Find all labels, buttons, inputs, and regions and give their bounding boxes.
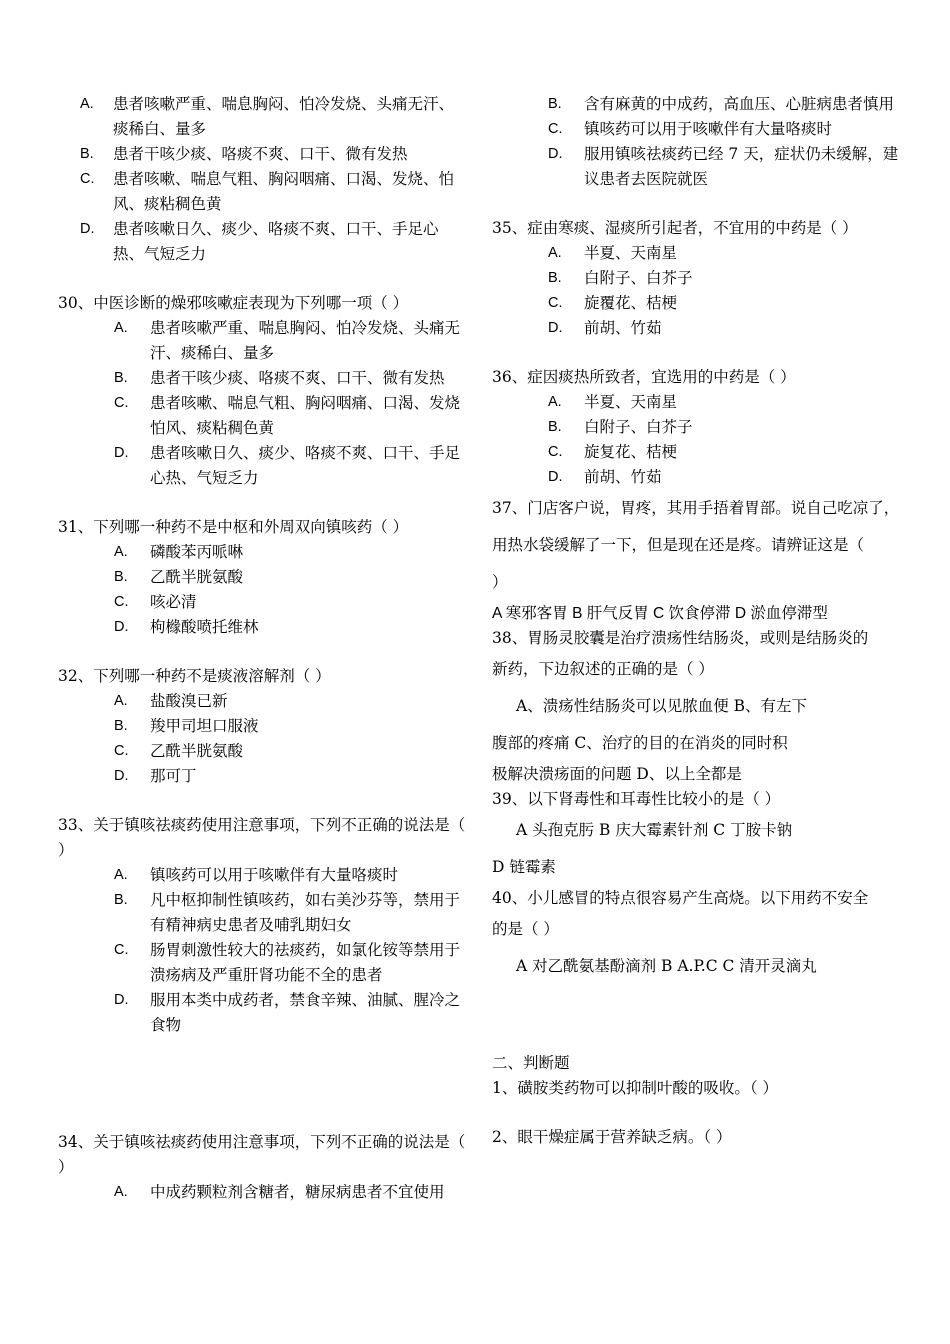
question-38 xyxy=(492,626,902,787)
question-40 xyxy=(492,886,902,985)
question-options-line: A 寒邪客胃 B 肝气反胃 C 饮食停滞 D 淤血停滞型 xyxy=(492,605,828,622)
option-d: D. 服用本类中成药者，禁食辛辣、油腻、腥冷之食物 xyxy=(114,991,461,1034)
question-stem: 34、关于镇咳祛痰药使用注意事项，下列不正确的说法是（ ） xyxy=(58,1133,466,1176)
question-33 xyxy=(58,813,468,1038)
option-d: D. 患者咳嗽日久、痰少、咯痰不爽、口干、手足心热、气短乏力 xyxy=(114,444,461,487)
option-c: C. 旋复花、桔梗 xyxy=(548,443,678,461)
question-stem: 31、下列哪一种药不是中枢和外周双向镇咳药（ ） xyxy=(58,518,409,536)
question-34-continued xyxy=(492,92,902,192)
question-stem-line: 39、以下肾毒性和耳毒性比较小的是（ ） xyxy=(492,790,781,808)
option-b: B. 白附子、白芥子 xyxy=(548,269,693,287)
question-stem-line: 37、门店客户说，胃疼，其用手捂着胃部。说自己吃凉了， xyxy=(492,499,900,517)
option-a: A. 中成药颗粒剂含糖者，糖尿病患者不宜使用 xyxy=(114,1183,445,1201)
question-options-line: 腹部的疼痛 C、治疗的目的在消炎的同时积 xyxy=(492,734,788,752)
option-b: B. 白附子、白芥子 xyxy=(548,418,693,436)
option-c: C. 肠胃刺激性较大的祛痰药，如氯化铵等禁用于溃疡病及严重肝肾功能不全的患者 xyxy=(114,941,461,984)
option-a: A. 磷酸苯丙哌啉 xyxy=(114,543,244,561)
option-d: D. 服用镇咳祛痰药已经 7 天，症状仍未缓解，建议患者去医院就医 xyxy=(548,145,899,188)
section-true-false xyxy=(492,1051,902,1150)
option-a: A. 镇咳药可以用于咳嗽伴有大量咯痰时 xyxy=(114,866,399,884)
option-b: B. 患者干咳少痰、咯痰不爽、口干、微有发热 xyxy=(114,369,445,387)
question-options-line: 极解决溃疡面的问题 D、以上全都是 xyxy=(492,765,742,783)
true-false-item: 2、眼干燥症属于营养缺乏病。（ ） xyxy=(492,1128,732,1146)
option-b: B. 含有麻黄的中成药，高血压、心脏病患者慎用 xyxy=(548,95,895,113)
question-options-line: A 头孢克肟 B 庆大霉素针剂 C 丁胺卡钠 xyxy=(516,821,793,839)
option-d: D. 前胡、竹茹 xyxy=(548,468,662,486)
question-stem-line: 38、胃肠灵胶囊是治疗溃疡性结肠炎，或则是结肠炎的 xyxy=(492,629,869,647)
question-stem-line: 新药，下边叙述的正确的是（ ） xyxy=(492,660,714,678)
option-c: C. 旋覆花、桔梗 xyxy=(548,294,678,312)
option-c: C. 患者咳嗽、喘息气粗、胸闷咽痛、口渴、发烧、怕风、痰粘稠色黄 xyxy=(80,170,455,213)
option-a: A. 盐酸溴已新 xyxy=(114,692,228,710)
question-37 xyxy=(492,490,902,626)
option-d: D. 枸橼酸喷托维林 xyxy=(114,618,259,636)
option-a: A. 患者咳嗽严重、喘息胸闷、怕冷发烧、头痛无汗、痰稀白、量多 xyxy=(80,95,455,138)
option-d: D. 那可丁 xyxy=(114,767,197,785)
option-b: B. 乙酰半胱氨酸 xyxy=(114,568,244,586)
option-a: A. 半夏、天南星 xyxy=(548,244,678,262)
question-stem: 32、下列哪一种药不是痰液溶解剂（ ） xyxy=(58,667,331,685)
left-column xyxy=(58,92,468,1205)
question-34 xyxy=(58,1130,468,1205)
question-32 xyxy=(58,664,468,789)
question-options-line: A、溃疡性结肠炎可以见脓血便 B、有左下 xyxy=(516,697,808,715)
right-column xyxy=(492,92,902,1150)
question-stem: 35、症由寒痰、湿痰所引起者，不宜用的中药是（ ） xyxy=(492,219,858,237)
option-d: D. 前胡、竹茹 xyxy=(548,319,662,337)
question-35 xyxy=(492,216,902,341)
question-stem-line: 的是（ ） xyxy=(492,920,559,938)
question-stem: 30、中医诊断的燥邪咳嗽症表现为下列哪一项（ ） xyxy=(58,294,409,312)
option-b: B. 凡中枢抑制性镇咳药，如右美沙芬等，禁用于有精神病史患者及哺乳期妇女 xyxy=(114,891,461,934)
question-stem-line: 40、小儿感冒的特点很容易产生高烧。以下用药不安全 xyxy=(492,889,869,907)
option-c: C. 乙酰半胱氨酸 xyxy=(114,742,244,760)
question-stem-line: ） xyxy=(492,573,508,591)
option-c: C. 咳必清 xyxy=(114,593,197,611)
section-title: 二、判断题 xyxy=(492,1054,570,1072)
option-a: A. 患者咳嗽严重、喘息胸闷、怕冷发烧、头痛无汗、痰稀白、量多 xyxy=(114,319,461,362)
question-stem: 36、症因痰热所致者，宜选用的中药是（ ） xyxy=(492,368,796,386)
question-options-line: D 链霉素 xyxy=(492,858,556,876)
true-false-item: 1、磺胺类药物可以抑制叶酸的吸收。（ ） xyxy=(492,1079,779,1097)
option-c: C. 镇咳药可以用于咳嗽伴有大量咯痰时 xyxy=(548,120,833,138)
question-36 xyxy=(492,365,902,490)
option-b: B. 羧甲司坦口服液 xyxy=(114,717,259,735)
option-b: B. 患者干咳少痰、咯痰不爽、口干、微有发热 xyxy=(80,145,408,163)
question-stem-line: 用热水袋缓解了一下，但是现在还是疼。请辨证这是（ xyxy=(492,536,865,554)
question-stem: 33、关于镇咳祛痰药使用注意事项，下列不正确的说法是（ ） xyxy=(58,816,466,859)
option-c: C. 患者咳嗽、喘息气粗、胸闷咽痛、口渴、发烧怕风、痰粘稠色黄 xyxy=(114,394,461,437)
option-a: A. 半夏、天南星 xyxy=(548,393,678,411)
option-d: D. 患者咳嗽日久、痰少、咯痰不爽、口干、手足心热、气短乏力 xyxy=(80,220,439,263)
question-39 xyxy=(492,787,902,886)
question-30 xyxy=(58,291,468,491)
question-options-line: A 对乙酰氨基酚滴剂 B A.P.C C 清开灵滴丸 xyxy=(516,957,817,975)
question-31 xyxy=(58,515,468,640)
question-29-options xyxy=(58,92,468,267)
